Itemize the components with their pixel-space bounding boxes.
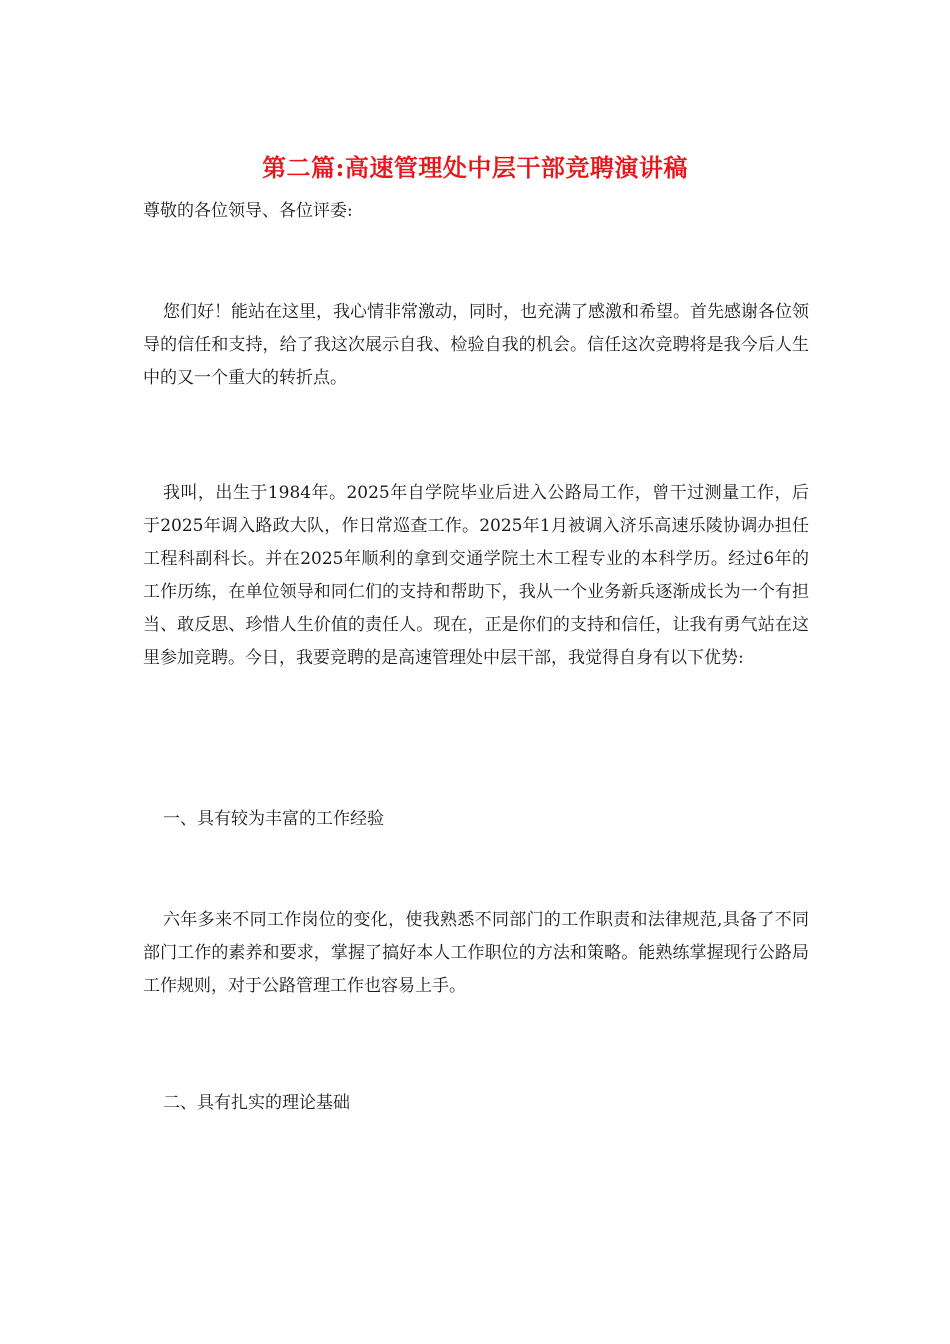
paragraph-intro: 您们好！能站在这里，我心情非常激动，同时，也充满了感激和希望。首先感谢各位领导的信任和支持，给了我这次展示自我、检验自我的机会。信任这次竞聘将是我今后人生中的又一个重大的转折点。 bbox=[143, 302, 809, 388]
paragraph-experience: 六年多来不同工作岗位的变化，使我熟悉不同部门的工作职责和法律规范,具备了不同部门工作的素养和要求，掌握了搞好本人工作职位的方法和策略。能熟练掌握现行公路局工作规则，对于公路管理工作也容易上手。 bbox=[143, 910, 809, 996]
section-heading-1: 一、具有较为丰富的工作经验 bbox=[163, 809, 384, 829]
greeting-line: 尊敬的各位领导、各位评委: bbox=[143, 201, 353, 221]
section-heading-2: 二、具有扎实的理论基础 bbox=[163, 1093, 350, 1113]
paragraph-background: 我叫，出生于1984年。2025年自学院毕业后进入公路局工作，曾干过测量工作，后于2025年调入路政大队，作日常巡查工作。2025年1月被调入济乐高速乐陵协调办担任工程科副科长。并在2025年顺利的拿到交通学院土木工程专业的本科学历。经过6年的工作历练，在单位领导和同仁们的支持和帮助下，我从一个业务新兵逐渐成长为一个有担当、敢反思、珍惜人生价值的责任人。现在，正是你们的支持和信任，让我有勇气站在这里参加竞聘。今日，我要竞聘的是高速管理处中层干部，我觉得自身有以下优势: bbox=[143, 483, 809, 668]
document-title: 第二篇:高速管理处中层干部竞聘演讲稿 bbox=[262, 153, 688, 182]
